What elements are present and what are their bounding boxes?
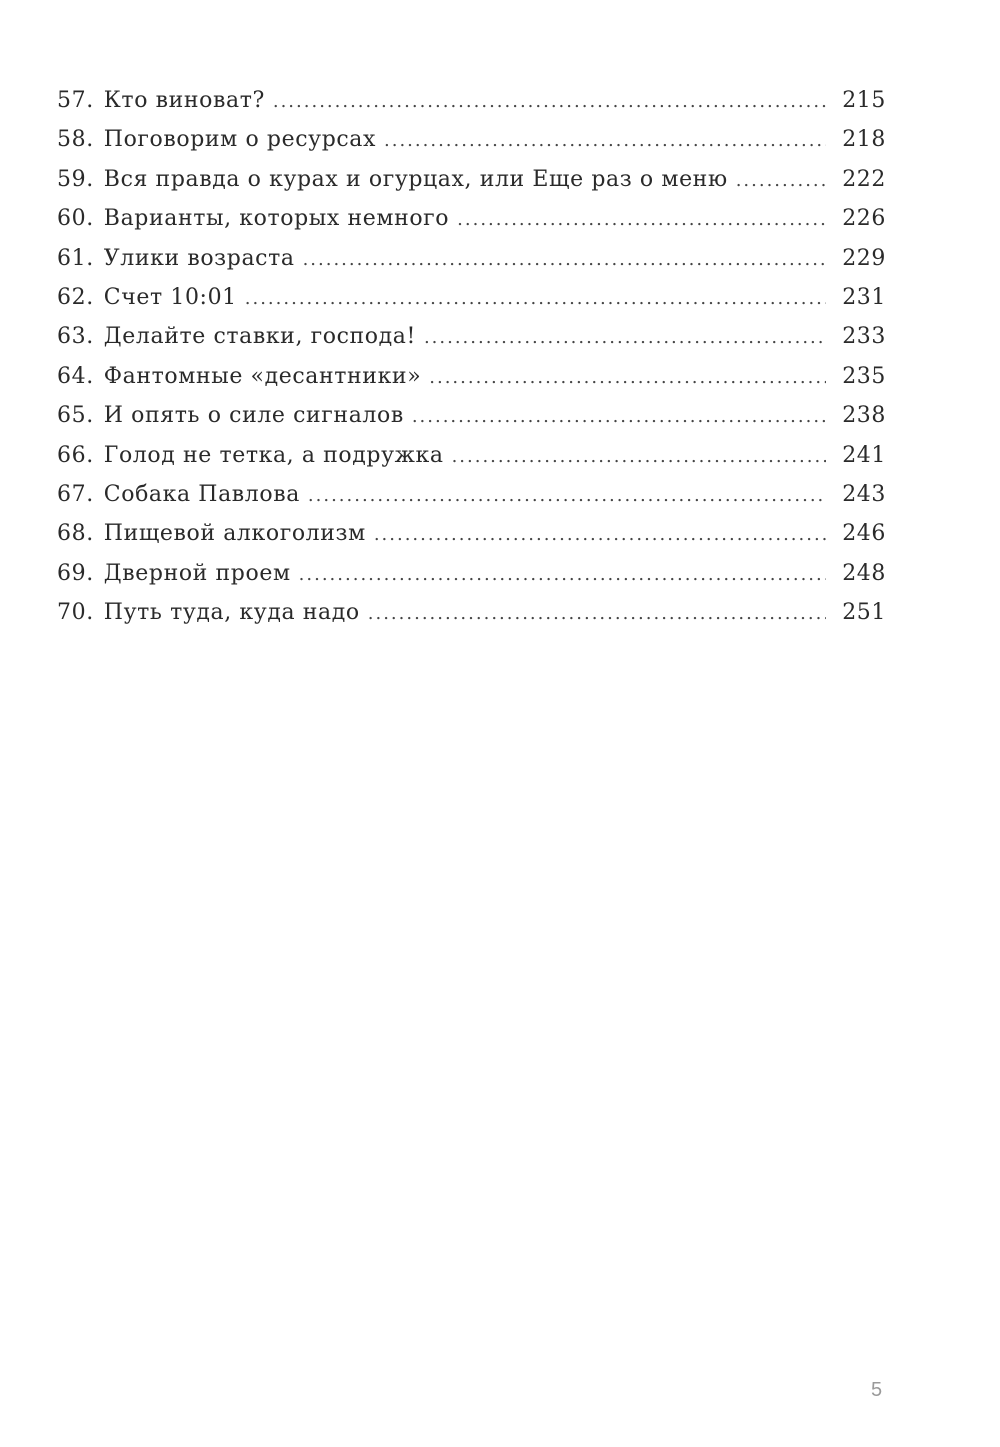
toc-entry-page: 222 <box>842 166 886 192</box>
toc-entry-page: 233 <box>842 324 886 350</box>
toc-entry-number: 59. <box>57 166 94 192</box>
dot-leader <box>384 130 826 151</box>
page-number: 5 <box>871 1379 883 1401</box>
toc-entry-page: 229 <box>842 245 886 271</box>
toc-entry-page: 251 <box>842 600 886 626</box>
dot-leader <box>245 288 826 309</box>
toc-entry-number: 63. <box>57 324 94 350</box>
toc-entry-page: 248 <box>842 560 886 586</box>
toc-entry-title: Дверной проем <box>103 560 291 586</box>
toc-entry-page: 246 <box>842 521 886 547</box>
toc-entry-title: Пищевой алкоголизм <box>103 521 366 547</box>
dot-leader <box>303 249 826 270</box>
toc-entry-number: 61. <box>57 245 94 271</box>
toc-entry-number: 66. <box>57 442 94 468</box>
toc-entry-63[interactable] <box>57 324 886 363</box>
table-of-contents <box>57 88 886 639</box>
dot-leader <box>736 170 826 191</box>
toc-entry-number: 67. <box>57 481 94 507</box>
toc-entry-67[interactable] <box>57 482 886 521</box>
toc-entry-number: 70. <box>57 600 94 626</box>
toc-entry-title: Улики возраста <box>103 245 295 271</box>
toc-entry-page: 218 <box>842 127 886 153</box>
dot-leader <box>412 406 826 427</box>
dot-leader <box>308 485 826 506</box>
toc-entry-number: 69. <box>57 560 94 586</box>
toc-entry-page: 235 <box>842 363 886 389</box>
toc-entry-number: 58. <box>57 127 94 153</box>
toc-entry-number: 57. <box>57 88 94 113</box>
toc-entry-number: 68. <box>57 521 94 547</box>
toc-entry-59[interactable] <box>57 167 886 206</box>
dot-leader <box>374 524 826 545</box>
toc-entry-title: Кто виноват? <box>103 88 265 113</box>
toc-entry-title: И опять о силе сигналов <box>103 403 404 429</box>
toc-entry-title: Путь туда, куда надо <box>103 600 360 626</box>
toc-entry-page: 226 <box>842 206 886 232</box>
toc-entry-page: 215 <box>842 88 886 113</box>
toc-entry-69[interactable] <box>57 561 886 600</box>
toc-entry-number: 65. <box>57 403 94 429</box>
toc-entry-65[interactable] <box>57 403 886 442</box>
toc-entry-title: Делайте ставки, господа! <box>103 324 416 350</box>
toc-entry-number: 62. <box>57 284 94 310</box>
toc-entry-page: 243 <box>842 481 886 507</box>
toc-entry-title: Фантомные «десантники» <box>103 363 422 389</box>
toc-entry-page: 238 <box>842 403 886 429</box>
toc-entry-title: Собака Павлова <box>103 481 300 507</box>
toc-entry-title: Вся правда о курах и огурцах, или Еще раз о меню <box>103 166 728 192</box>
dot-leader <box>457 209 826 230</box>
toc-entry-title: Счет 10:01 <box>103 284 237 310</box>
toc-entry-page: 231 <box>842 284 886 310</box>
toc-entry-number: 60. <box>57 206 94 232</box>
toc-entry-58[interactable] <box>57 127 886 166</box>
toc-entry-title: Поговорим о ресурсах <box>103 127 377 153</box>
toc-entry-title: Голод не тетка, а подружка <box>103 442 444 468</box>
toc-entry-68[interactable] <box>57 521 886 560</box>
toc-entry-57[interactable] <box>57 88 886 127</box>
toc-entry-61[interactable] <box>57 246 886 285</box>
dot-leader <box>424 327 826 348</box>
dot-leader <box>273 91 826 112</box>
toc-entry-66[interactable] <box>57 443 886 482</box>
toc-entry-70[interactable] <box>57 600 886 639</box>
toc-entry-62[interactable] <box>57 285 886 324</box>
dot-leader <box>299 564 826 585</box>
toc-entry-page: 241 <box>842 442 886 468</box>
toc-entry-number: 64. <box>57 363 94 389</box>
toc-entry-64[interactable] <box>57 364 886 403</box>
toc-entry-60[interactable] <box>57 206 886 245</box>
toc-entry-title: Варианты, которых немного <box>103 206 450 232</box>
dot-leader <box>452 446 826 467</box>
dot-leader <box>429 367 826 388</box>
dot-leader <box>368 603 826 624</box>
